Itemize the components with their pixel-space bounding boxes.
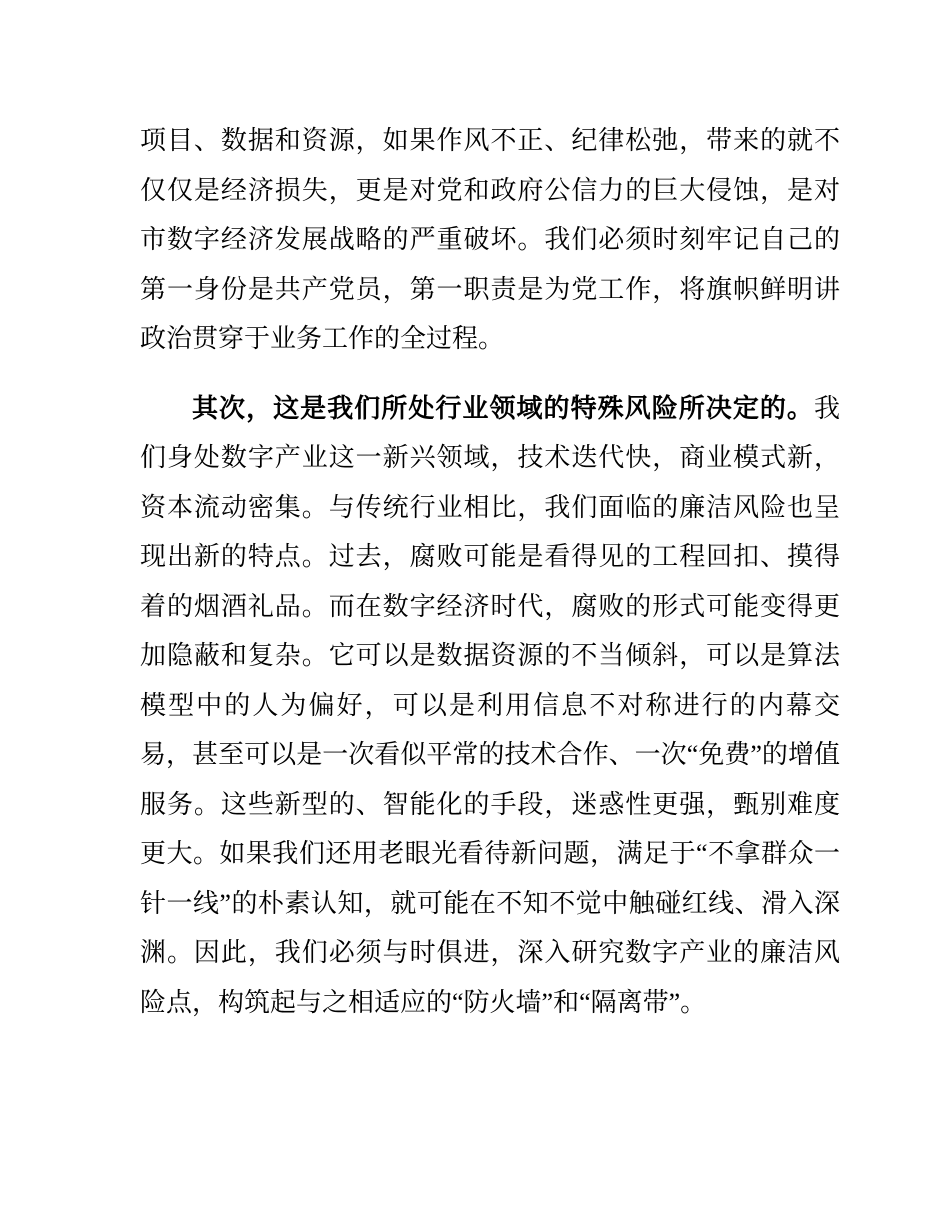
paragraph-continuation-text: 项目、数据和资源，如果作风不正、纪律松弛，带来的就不仅仅是经济损失，更是对党和政府公信力的巨大侵蚀，是对市数字经济发展战略的严重破坏。我们必须时刻牢记自己的第一身份是共产党员，第一职责是为党工作，将旗帜鲜明讲政治贯穿于业务工作的全过程。 bbox=[140, 126, 840, 353]
paragraph-second-point bbox=[140, 384, 840, 1028]
paragraph-second-point-body: 我们身处数字产业这一新兴领域，技术迭代快，商业模式新，资本流动密集。与传统行业相比，我们面临的廉洁风险也呈现出新的特点。过去，腐败可能是看得见的工程回扣、摸得着的烟酒礼品。而在数字经济时代，腐败的形式可能变得更加隐蔽和复杂。它可以是数据资源的不当倾斜，可以是算法模型中的人为偏好，可以是利用信息不对称进行的内幕交易，甚至可以是一次看似平常的技术合作、一次“免费”的增值服务。这些新型的、智能化的手段，迷惑性更强，甄别难度更大。如果我们还用老眼光看待新问题，满足于“不拿群众一针一线”的朴素认知，就可能在不知不觉中触碰红线、滑入深渊。因此，我们必须与时俱进，深入研究数字产业的廉洁风险点，构筑起与之相适应的“防火墙”和“隔离带”。 bbox=[140, 393, 840, 1017]
paragraph-continuation bbox=[140, 116, 840, 364]
paragraph-second-point-bold-lead: 其次，这是我们所处行业领域的特殊风险所决定的。 bbox=[192, 393, 814, 423]
